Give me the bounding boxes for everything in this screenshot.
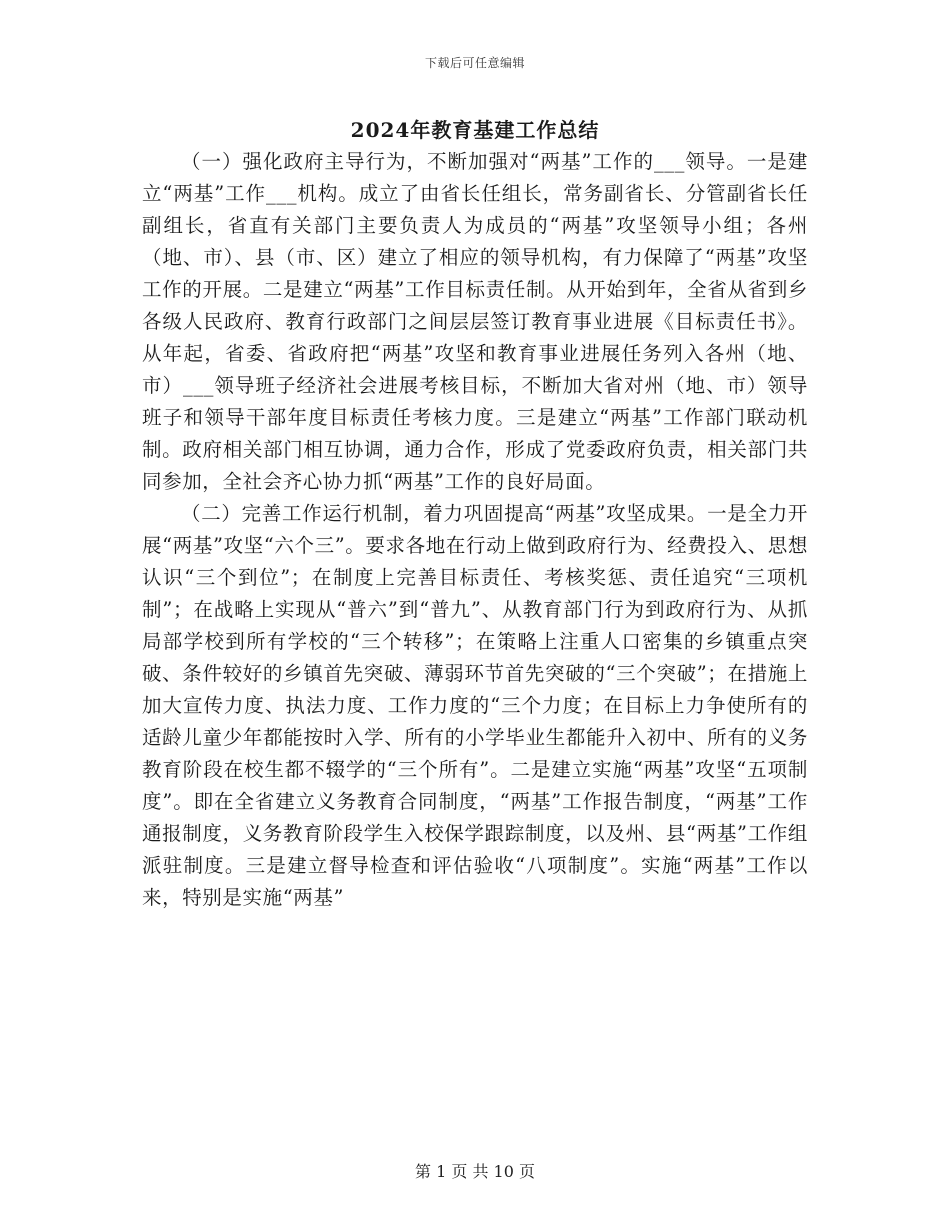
paragraph-1: （一）强化政府主导行为，不断加强对“两基”工作的___领导。一是建立“两基”工作___机构。成立了由省长任组长，常务副省长、分管副省长任副组长，省直有关部门主要负责人为成员的“两基”攻坚领导小组；各州（地、市）、县（市、区）建立了相应的领导机构，有力保障了“两基”攻坚工作的开展。二是建立“两基”工作目标责任制。从开始到年，全省从省到乡各级人民政府、教育行政部门之间层层签订教育事业进展《目标责任书》。从年起，省委、省政府把“两基”攻坚和教育事业进展任务列入各州（地、市）___领导班子经济社会进展考核目标，不断加大省对州（地、市）领导班子和领导干部年度目标责任考核力度。三是建立“两基”工作部门联动机制。政府相关部门相互协调，通力合作，形成了党委政府负责，相关部门共同参加，全社会齐心协力抓“两基”工作的良好局面。 [142, 150, 808, 493]
document-body [142, 146, 808, 914]
document-title: 2024年教育基建工作总结 [350, 118, 600, 142]
paragraph-2: （二）完善工作运行机制，着力巩固提高“两基”攻坚成果。一是全力开展“两基”攻坚“六个三”。要求各地在行动上做到政府行为、经费投入、思想认识“三个到位”；在制度上完善目标责任、考核奖惩、责任追究“三项机制”；在战略上实现从“普六”到“普九”、从教育部门行为到政府行为、从抓局部学校到所有学校的“三个转移”；在策略上注重人口密集的乡镇重点突破、条件较好的乡镇首先突破、薄弱环节首先突破的“三个突破”；在措施上加大宣传力度、执法力度、工作力度的“三个力度；在目标上力争使所有的适龄儿童少年都能按时入学、所有的小学毕业生都能升入初中、所有的义务教育阶段在校生都不辍学的“三个所有”。二是建立实施“两基”攻坚“五项制度”。即在全省建立义务教育合同制度，“两基”工作报告制度，“两基”工作通报制度，义务教育阶段学生入校保学跟踪制度，以及州、县“两基”工作组派驻制度。三是建立督导检查和评估验收“八项制度”。实施“两基”工作以来，特别是实施“两基” [142, 502, 808, 909]
page-number: 第 1 页 共 10 页 [415, 1162, 535, 1181]
header-note: 下载后可任意编辑 [424, 56, 525, 70]
